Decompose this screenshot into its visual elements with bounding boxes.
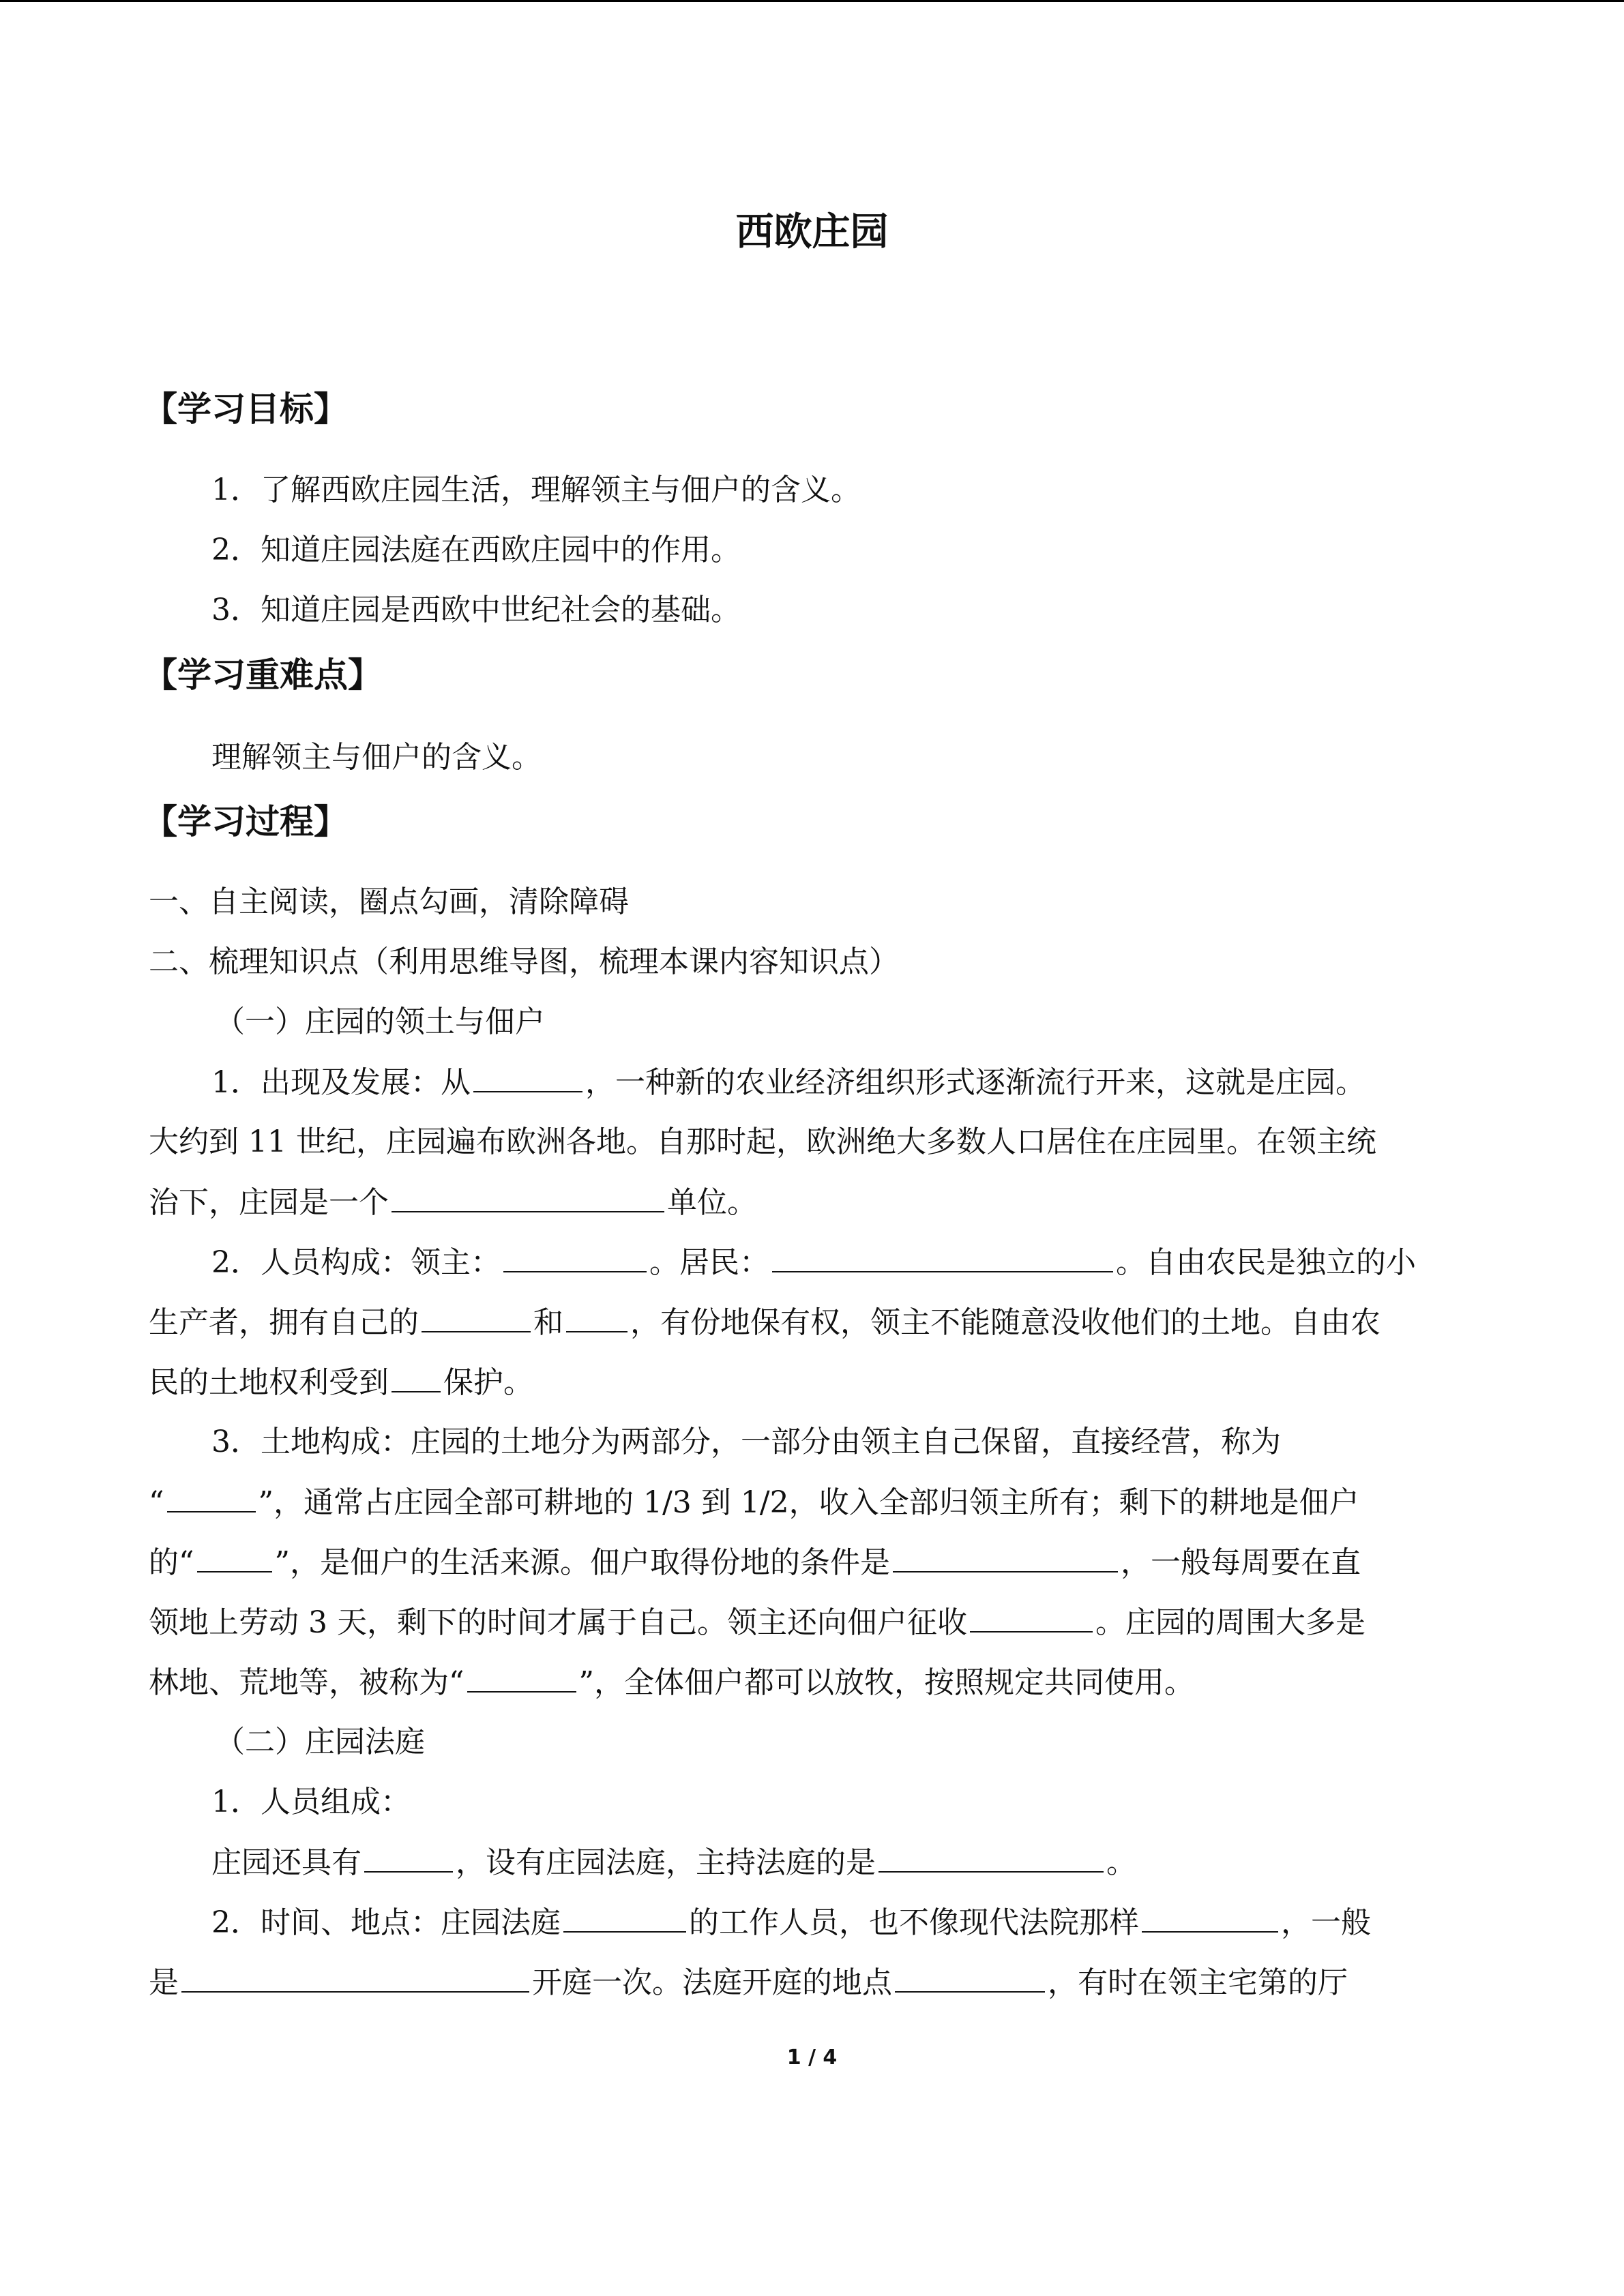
fill-blank[interactable]: [970, 1598, 1093, 1632]
text: ，一般每周要在直: [1121, 1545, 1361, 1580]
fill-blank[interactable]: [392, 1178, 664, 1212]
text: ，有份地保有权，领主不能随意没收他们的土地。自由农: [630, 1305, 1381, 1340]
section-title-manor-court: （二）庄园法庭: [215, 1725, 425, 1759]
court-members-label: 1．人员组成：: [211, 1785, 411, 1819]
text: 2．时间、地点：庄园法庭: [211, 1905, 561, 1940]
text: ”，通常占庄园全部可耕地的 1/3 到 1/2，收入全部归领主所有；剩下的耕地是佃户: [258, 1485, 1359, 1520]
paragraph-land-line3: [149, 1538, 1476, 1587]
fill-blank[interactable]: [503, 1238, 647, 1272]
paragraph-origin-line2: 大约到 11 世纪，庄园遍布欧洲各地。自那时起，欧洲绝大多数人口居住在庄园里。在领主统: [149, 1124, 1376, 1159]
paragraph-land-line4: [149, 1598, 1476, 1647]
page-number: 1 / 4: [786, 2046, 838, 2070]
text: 是: [149, 1965, 179, 2000]
text: 的“: [149, 1545, 194, 1580]
process-step-1: 一、自主阅读，圈点勾画，清除障碍: [149, 884, 629, 919]
text: 1．出现及发展：从: [211, 1065, 471, 1100]
fill-blank[interactable]: [893, 1538, 1118, 1572]
paragraph-land-line2: [149, 1478, 1476, 1527]
section-title-lord-tenant: （一）庄园的领土与佃户: [215, 1004, 545, 1039]
fill-blank[interactable]: [392, 1358, 441, 1392]
paragraph-land-line1: 3．土地构成：庄园的土地分为两部分，一部分由领主自己保留，直接经营，称为: [211, 1425, 1281, 1459]
paragraph-members-line3: [149, 1358, 1476, 1407]
fill-blank[interactable]: [1142, 1898, 1278, 1933]
fill-blank[interactable]: [879, 1838, 1104, 1873]
fill-blank[interactable]: [467, 1658, 576, 1693]
fill-blank[interactable]: [473, 1058, 582, 1092]
paragraph-members-line1: [211, 1238, 1539, 1287]
text: 林地、荒地等，被称为“: [149, 1665, 464, 1700]
text: 单位。: [667, 1185, 757, 1220]
text: 的工作人员，也不像现代法院那样: [689, 1905, 1139, 1940]
text: 。自由农民是独立的小: [1116, 1245, 1416, 1280]
text: “: [149, 1485, 164, 1520]
fill-blank[interactable]: [364, 1838, 453, 1873]
text: 民的土地权利受到: [149, 1365, 389, 1400]
process-step-2: 二、梳理知识点（利用思维导图，梳理本课内容知识点）: [149, 944, 899, 979]
goal-item-1: 1．了解西欧庄园生活，理解领主与佃户的含义。: [211, 473, 861, 507]
paragraph-origin-line3: [149, 1178, 1476, 1227]
paragraph-origin-line1: [211, 1058, 1539, 1107]
text: ，设有庄园法庭，主持法庭的是: [456, 1845, 876, 1880]
goal-item-2: 2．知道庄园法庭在西欧庄园中的作用。: [211, 533, 741, 567]
fill-blank[interactable]: [167, 1478, 256, 1512]
fill-blank[interactable]: [181, 1958, 529, 1993]
text: ，一种新的农业经济组织形式逐渐流行开来，这就是庄园。: [585, 1065, 1365, 1100]
text: 生产者，拥有自己的: [149, 1305, 419, 1340]
text: ”，全体佃户都可以放牧，按照规定共同使用。: [578, 1665, 1194, 1700]
fill-blank[interactable]: [197, 1538, 272, 1572]
heading-key-points: 【学习重难点】: [143, 655, 382, 695]
fill-blank[interactable]: [566, 1298, 628, 1332]
text: 。: [1106, 1845, 1136, 1880]
text: 。庄园的周围大多是: [1095, 1605, 1365, 1640]
paragraph-members-line2: [149, 1298, 1476, 1347]
fill-blank[interactable]: [563, 1898, 686, 1933]
paragraph-land-line5: [149, 1658, 1476, 1707]
text: 领地上劳动 3 天，剩下的时间才属于自己。领主还向佃户征收: [149, 1605, 967, 1640]
fill-blank[interactable]: [422, 1298, 531, 1332]
heading-goals: 【学习目标】: [143, 389, 348, 429]
fill-blank[interactable]: [772, 1238, 1113, 1272]
text: 和: [533, 1305, 563, 1340]
text: 。居民：: [649, 1245, 769, 1280]
text: ，有时在领主宅第的厅: [1048, 1965, 1348, 2000]
text: 开庭一次。法庭开庭的地点: [532, 1965, 892, 2000]
page-title: 西欧庄园: [735, 209, 889, 254]
text: 庄园还具有: [211, 1845, 361, 1880]
text: 治下，庄园是一个: [149, 1185, 389, 1220]
text: 保护。: [443, 1365, 533, 1400]
text: ”，是佃户的生活来源。佃户取得份地的条件是: [274, 1545, 890, 1580]
court-time-line2: [149, 1958, 1476, 2007]
court-members-line: [211, 1838, 1539, 1887]
fill-blank[interactable]: [895, 1958, 1045, 1993]
goal-item-3: 3．知道庄园是西欧中世纪社会的基础。: [211, 593, 741, 627]
text: 2．人员构成：领主：: [211, 1245, 501, 1280]
court-time-line1: [211, 1898, 1539, 1947]
key-point-text: 理解领主与佃户的含义。: [211, 740, 542, 775]
heading-process: 【学习过程】: [143, 801, 348, 841]
text: ，一般: [1281, 1905, 1371, 1940]
